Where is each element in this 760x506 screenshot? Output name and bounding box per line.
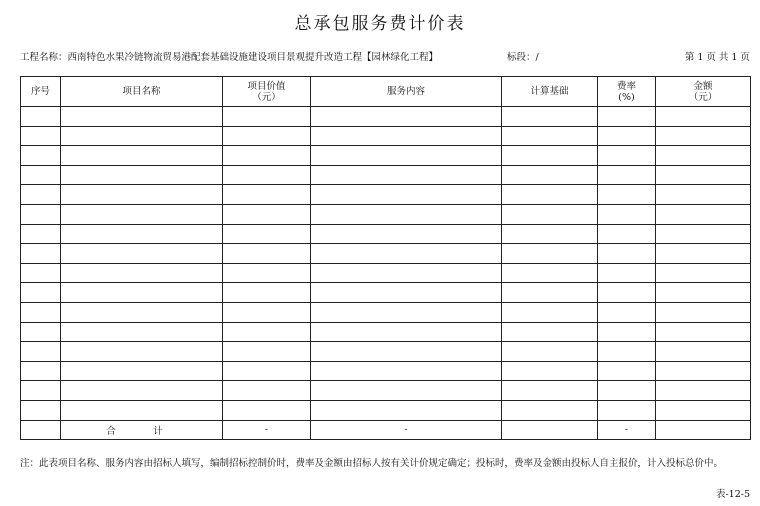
table-cell — [502, 244, 598, 264]
table-header-row — [21, 77, 751, 107]
table-cell — [223, 126, 311, 146]
table-cell — [502, 302, 598, 322]
table-cell — [21, 342, 61, 362]
table-cell — [311, 244, 502, 264]
table-cell — [223, 283, 311, 303]
table-cell — [598, 283, 656, 303]
table-cell — [311, 263, 502, 283]
table-cell — [656, 146, 751, 166]
table-row — [21, 302, 751, 322]
total-label: 合 计 — [61, 420, 223, 440]
total-basis — [502, 420, 598, 440]
table-row — [21, 342, 751, 362]
table-cell — [656, 126, 751, 146]
table-cell — [502, 263, 598, 283]
table-cell — [598, 263, 656, 283]
table-cell — [502, 283, 598, 303]
table-cell — [21, 185, 61, 205]
table-cell — [61, 381, 223, 401]
table-cell — [656, 381, 751, 401]
col-header-index: 序号 — [21, 77, 61, 107]
table-cell — [61, 244, 223, 264]
table-cell — [502, 322, 598, 342]
table-cell — [311, 204, 502, 224]
table-cell — [502, 185, 598, 205]
table-row — [21, 107, 751, 127]
header-info — [20, 50, 750, 66]
table-cell — [223, 400, 311, 420]
table-row — [21, 244, 751, 264]
table-cell — [598, 302, 656, 322]
table-cell — [311, 165, 502, 185]
table-cell — [656, 204, 751, 224]
table-cell — [502, 381, 598, 401]
table-cell — [61, 361, 223, 381]
table-cell — [656, 283, 751, 303]
table-cell — [21, 165, 61, 185]
table-row — [21, 263, 751, 283]
table-cell — [598, 126, 656, 146]
table-cell — [21, 146, 61, 166]
table-row — [21, 204, 751, 224]
page-title: 总承包服务费计价表 — [294, 14, 466, 34]
footnote: 注：此表项目名称、服务内容由招标人填写，编制招标控制价时，费率及金额由招标人按有关计价规定确定；投标时，费率及金额由投标人自主报价，计入投标总价中。 — [20, 458, 724, 469]
table-cell — [656, 185, 751, 205]
table-cell — [223, 244, 311, 264]
table-row — [21, 224, 751, 244]
table-cell — [656, 244, 751, 264]
total-row — [21, 420, 751, 440]
col-header-rate: 费率 (%) — [598, 77, 656, 107]
table-cell — [502, 361, 598, 381]
total-service: - — [311, 420, 502, 440]
table-row — [21, 400, 751, 420]
table-cell — [61, 165, 223, 185]
table-cell — [311, 322, 502, 342]
table-cell — [598, 224, 656, 244]
table-cell — [223, 381, 311, 401]
table-cell — [598, 204, 656, 224]
table-cell — [502, 204, 598, 224]
col-header-item-value: 项目价值 （元） — [223, 77, 311, 107]
table-cell — [656, 165, 751, 185]
table-cell — [223, 224, 311, 244]
table-cell — [21, 244, 61, 264]
table-cell — [598, 244, 656, 264]
table-row — [21, 126, 751, 146]
table-cell — [223, 146, 311, 166]
table-cell — [61, 185, 223, 205]
total-cell-index — [21, 420, 61, 440]
table-cell — [61, 263, 223, 283]
table-cell — [21, 361, 61, 381]
table-cell — [502, 342, 598, 362]
table-cell — [598, 400, 656, 420]
total-value: - — [223, 420, 311, 440]
table-cell — [656, 361, 751, 381]
table-row — [21, 165, 751, 185]
table-cell — [502, 165, 598, 185]
table-cell — [21, 400, 61, 420]
table-row — [21, 146, 751, 166]
table-cell — [61, 400, 223, 420]
col-header-item-name: 项目名称 — [61, 77, 223, 107]
table-cell — [21, 381, 61, 401]
table-cell — [311, 107, 502, 127]
table-cell — [656, 302, 751, 322]
table-cell — [598, 381, 656, 401]
table-cell — [223, 107, 311, 127]
table-cell — [656, 224, 751, 244]
table-cell — [311, 146, 502, 166]
table-row — [21, 185, 751, 205]
table-cell — [598, 165, 656, 185]
total-rate: - — [598, 420, 656, 440]
table-cell — [311, 381, 502, 401]
table-cell — [61, 302, 223, 322]
table-cell — [311, 283, 502, 303]
col-header-basis: 计算基础 — [502, 77, 598, 107]
table-cell — [61, 204, 223, 224]
table-row — [21, 283, 751, 303]
table-cell — [598, 146, 656, 166]
page-indicator: 第 1 页 共 1 页 — [684, 52, 750, 63]
table-cell — [311, 224, 502, 244]
table-cell — [598, 342, 656, 362]
table-cell — [311, 126, 502, 146]
table-cell — [311, 361, 502, 381]
table-cell — [21, 107, 61, 127]
col-header-amount: 金额 （元） — [656, 77, 751, 107]
table-cell — [656, 263, 751, 283]
table-cell — [21, 322, 61, 342]
table-cell — [61, 107, 223, 127]
table-cell — [223, 342, 311, 362]
table-cell — [502, 107, 598, 127]
table-cell — [656, 107, 751, 127]
section-label: 标段：/ — [507, 52, 539, 63]
table-cell — [502, 146, 598, 166]
table-cell — [598, 322, 656, 342]
table-cell — [656, 322, 751, 342]
table-cell — [61, 146, 223, 166]
table-cell — [21, 126, 61, 146]
table-cell — [223, 185, 311, 205]
col-header-service: 服务内容 — [311, 77, 502, 107]
form-code: 表-12-5 — [715, 489, 750, 500]
table-cell — [598, 185, 656, 205]
table-cell — [21, 283, 61, 303]
total-amount — [656, 420, 751, 440]
table-cell — [311, 400, 502, 420]
table-cell — [21, 302, 61, 322]
table-cell — [311, 302, 502, 322]
project-name: 工程名称：西南特色水果冷链物流贸易港配套基础设施建设项目景观提升改造工程【园林绿化工程】 — [20, 52, 439, 63]
table-cell — [61, 126, 223, 146]
table-row — [21, 361, 751, 381]
table-cell — [656, 342, 751, 362]
table-cell — [223, 204, 311, 224]
table-cell — [598, 107, 656, 127]
table-cell — [223, 165, 311, 185]
table-cell — [656, 400, 751, 420]
table-cell — [223, 263, 311, 283]
fee-table — [20, 76, 751, 440]
table-cell — [21, 224, 61, 244]
table-cell — [61, 224, 223, 244]
table-cell — [502, 400, 598, 420]
table-cell — [311, 185, 502, 205]
table-cell — [61, 342, 223, 362]
table-cell — [502, 224, 598, 244]
table-cell — [21, 263, 61, 283]
table-row — [21, 381, 751, 401]
table-cell — [502, 126, 598, 146]
table-cell — [311, 342, 502, 362]
table-cell — [223, 302, 311, 322]
table-cell — [223, 322, 311, 342]
table-row — [21, 322, 751, 342]
table-cell — [21, 204, 61, 224]
table-cell — [61, 283, 223, 303]
table-cell — [598, 361, 656, 381]
table-cell — [223, 361, 311, 381]
table-cell — [61, 322, 223, 342]
